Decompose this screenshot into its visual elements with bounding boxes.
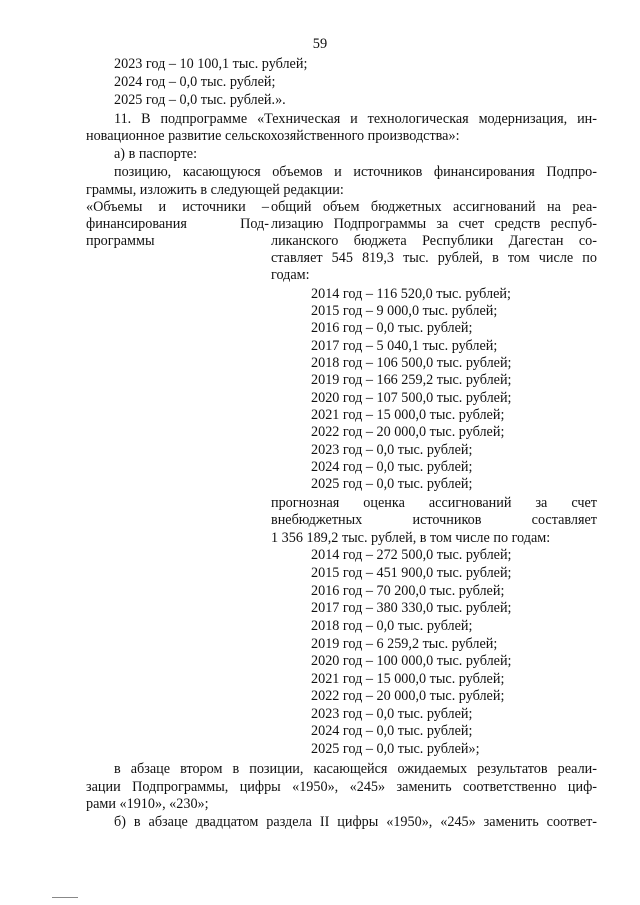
budget-year-line: 2014 год – 116 520,0 тыс. рублей; <box>311 286 511 302</box>
extra-year-line: 2025 год – 0,0 тыс. рублей»; <box>311 741 480 757</box>
budget-year-line: 2017 год – 5 040,1 тыс. рублей; <box>311 338 498 354</box>
extra-year-line: 2023 год – 0,0 тыс. рублей; <box>311 706 473 722</box>
tail-line: в абзаце втором в позиции, касающейся ожидаемых результатов реали- <box>114 761 597 777</box>
item11-line: а) в паспорте: <box>114 146 198 162</box>
extra-year-line: 2017 год – 380 330,0 тыс. рублей; <box>311 600 512 616</box>
footer-rule <box>52 897 78 898</box>
right-mid-line: 1 356 189,2 тыс. рублей, в том числе по годам: <box>271 530 551 546</box>
item11-line: новационное развитие сельскохозяйственного производства»: <box>86 128 460 144</box>
budget-year-line: 2015 год – 9 000,0 тыс. рублей; <box>311 303 498 319</box>
budget-year-line: 2023 год – 0,0 тыс. рублей; <box>311 442 473 458</box>
right-intro-line: ставляет 545 819,3 тыс. рублей, в том числе по <box>271 250 597 266</box>
right-intro-line: лизацию Подпрограммы за счет средств респуб- <box>271 216 597 232</box>
budget-year-line: 2020 год – 107 500,0 тыс. рублей; <box>311 390 512 406</box>
right-intro-line: ликанского бюджета Республики Дагестан со- <box>271 233 597 249</box>
right-intro-line: общий объем бюджетных ассигнований на реа- <box>271 199 597 215</box>
extra-year-line: 2022 год – 20 000,0 тыс. рублей; <box>311 688 505 704</box>
item11-line: граммы, изложить в следующей редакции: <box>86 182 344 198</box>
intro-year-line: 2025 год – 0,0 тыс. рублей.». <box>114 92 286 108</box>
budget-year-line: 2019 год – 166 259,2 тыс. рублей; <box>311 372 512 388</box>
extra-year-line: 2014 год – 272 500,0 тыс. рублей; <box>311 547 512 563</box>
budget-year-line: 2025 год – 0,0 тыс. рублей; <box>311 476 473 492</box>
budget-year-line: 2016 год – 0,0 тыс. рублей; <box>311 320 473 336</box>
page-number: 59 <box>312 36 328 52</box>
extra-year-line: 2018 год – 0,0 тыс. рублей; <box>311 618 473 634</box>
left-col-line: финансирования Под- <box>86 216 269 232</box>
extra-year-line: 2019 год – 6 259,2 тыс. рублей; <box>311 636 498 652</box>
budget-year-line: 2021 год – 15 000,0 тыс. рублей; <box>311 407 505 423</box>
budget-year-line: 2022 год – 20 000,0 тыс. рублей; <box>311 424 505 440</box>
extra-year-line: 2020 год – 100 000,0 тыс. рублей; <box>311 653 512 669</box>
extra-year-line: 2024 год – 0,0 тыс. рублей; <box>311 723 473 739</box>
tail-line: рами «1910», «230»; <box>86 796 209 812</box>
tail-line: б) в абзаце двадцатом раздела II цифры «1950», «245» заменить соответ- <box>114 814 597 830</box>
extra-year-line: 2016 год – 70 200,0 тыс. рублей; <box>311 583 505 599</box>
left-col-line: «Объемы и источники – <box>86 199 269 215</box>
intro-year-line: 2024 год – 0,0 тыс. рублей; <box>114 74 276 90</box>
extra-year-line: 2015 год – 451 900,0 тыс. рублей; <box>311 565 512 581</box>
right-mid-line: внебюджетных источников составляет <box>271 512 597 528</box>
left-col-line: программы <box>86 233 155 249</box>
budget-year-line: 2018 год – 106 500,0 тыс. рублей; <box>311 355 512 371</box>
item11-line: 11. В подпрограмме «Техническая и технологическая модернизация, ин- <box>114 111 597 127</box>
budget-year-line: 2024 год – 0,0 тыс. рублей; <box>311 459 473 475</box>
right-mid-line: прогнозная оценка ассигнований за счет <box>271 495 597 511</box>
item11-line: позицию, касающуюся объемов и источников финансирования Подпро- <box>114 164 597 180</box>
extra-year-line: 2021 год – 15 000,0 тыс. рублей; <box>311 671 505 687</box>
tail-line: зации Подпрограммы, цифры «1950», «245» заменить соответственно циф- <box>86 779 597 795</box>
right-intro-line: годам: <box>271 267 310 283</box>
intro-year-line: 2023 год – 10 100,1 тыс. рублей; <box>114 56 308 72</box>
